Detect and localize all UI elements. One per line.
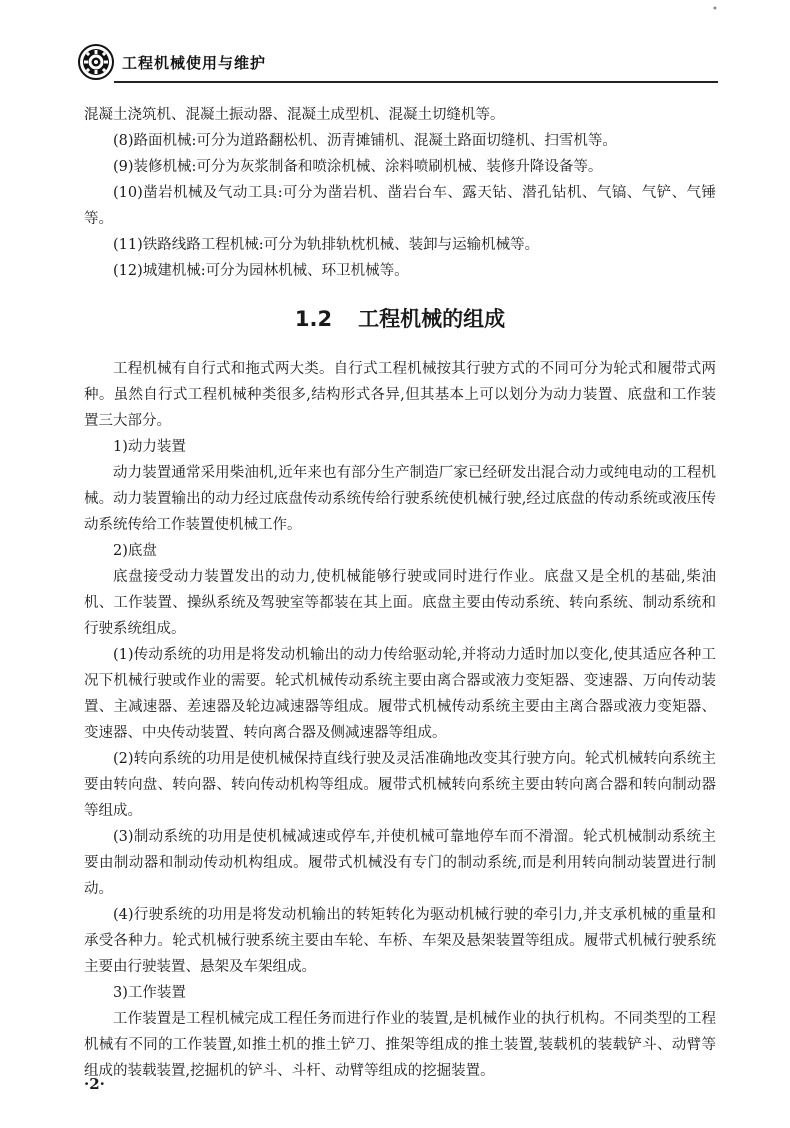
header-title: 工程机械使用与维护 — [122, 54, 267, 72]
header-divider — [114, 81, 718, 83]
list-item-urban-machinery: (12)城建机械:可分为园林机械、环卫机械等。 — [113, 263, 409, 279]
paragraph-running-gear: (4)行驶系统的功用是将发动机输出的转矩转化为驱动机械行驶的牵引力,并支承机械的重量和承受各种力。轮式机械行驶系统主要由车轮、车桥、车架及悬架装置等组成。履带式机械行驶系统主要由行驶装置、悬架及车架组成。 — [84, 907, 716, 975]
paragraph-intro: 工程机械有自行式和拖式两大类。自行式工程机械按其行驶方式的不同可分为轮式和履带式两种。虽然自行式工程机械种类很多,结构形式各异,但其基本上可以划分为动力装置、底盘和工作装置三大部分。 — [84, 361, 716, 429]
paragraph-chassis: 底盘接受动力装置发出的动力,使机械能够行驶或同时进行作业。底盘又是全机的基础,柴油机、工作装置、操纵系统及驾驶室等都装在其上面。底盘主要由传动系统、转向系统、制动系统和行驶系统组成。 — [84, 569, 716, 637]
gear-logo-icon — [78, 44, 114, 80]
paragraph-steering: (2)转向系统的功用是使机械保持直线行驶及灵活准确地改变其行驶方向。轮式机械转向系统主要由转向盘、转向器、转向传动机构等组成。履带式机械转向系统主要由转向离合器和转向制动器等组成。 — [84, 751, 716, 819]
paragraph-power-unit: 动力装置通常采用柴油机,近年来也有部分生产制造厂家已经研发出混合动力或纯电动的工程机械。动力装置输出的动力经过底盘传动系统传给行驶系统使机械行驶,经过底盘的传动系统或液压传动系统传给工作装置使机械工作。 — [84, 465, 716, 533]
section-number: 1.2 — [294, 307, 333, 331]
page-body — [84, 102, 716, 1084]
list-item-rock-drilling: (10)凿岩机械及气动工具:可分为凿岩机、凿岩台车、露天钻、潜孔钻机、气镐、气铲、气锤等。 — [84, 185, 716, 227]
running-header — [78, 44, 718, 84]
section-heading — [84, 302, 716, 336]
subheading-work-device: 3)工作装置 — [113, 985, 186, 1001]
paragraph-continued: 混凝土浇筑机、混凝土振动器、混凝土成型机、混凝土切缝机等。 — [84, 107, 505, 123]
section-title: 工程机械的组成 — [358, 307, 506, 331]
paragraph-transmission: (1)传动系统的功用是将发动机输出的动力传给驱动轮,并将动力适时加以变化,使其适应各种工况下机械行驶或作业的需要。轮式机械传动系统主要由离合器或液力变矩器、变速器、万向传动装置、主减速器、差速器及轮边减速器等组成。履带式机械传动系统主要由主离合器或液力变矩器、变速器、中央传动装置、转向离合器及侧减速器等组成。 — [84, 647, 716, 741]
list-item-road-machinery: (8)路面机械:可分为道路翻松机、沥青摊铺机、混凝土路面切缝机、扫雪机等。 — [113, 133, 617, 149]
list-item-decoration-machinery: (9)装修机械:可分为灰浆制备和喷涂机械、涂料喷刷机械、装修升降设备等。 — [113, 159, 603, 175]
page-number: ·2· — [84, 1075, 105, 1093]
paragraph-braking: (3)制动系统的功用是使机械减速或停车,并使机械可靠地停车而不滑溜。轮式机械制动系统主要由制动器和制动传动机构组成。履带式机械没有专门的制动系统,而是利用转向制动装置进行制动。 — [84, 829, 716, 897]
subheading-chassis: 2)底盘 — [113, 543, 157, 559]
subheading-power-unit: 1)动力装置 — [113, 439, 186, 455]
list-item-railway-machinery: (11)铁路线路工程机械:可分为轨排轨枕机械、装卸与运输机械等。 — [113, 237, 540, 253]
corner-mark: • — [712, 4, 718, 15]
paragraph-work-device: 工作装置是工程机械完成工程任务而进行作业的装置,是机械作业的执行机构。不同类型的工程机械有不同的工作装置,如推土机的推土铲刀、推架等组成的推土装置,装载机的装载铲斗、动臂等组成的装载装置,挖掘机的铲斗、斗杆、动臂等组成的挖掘装置。 — [84, 1011, 716, 1079]
